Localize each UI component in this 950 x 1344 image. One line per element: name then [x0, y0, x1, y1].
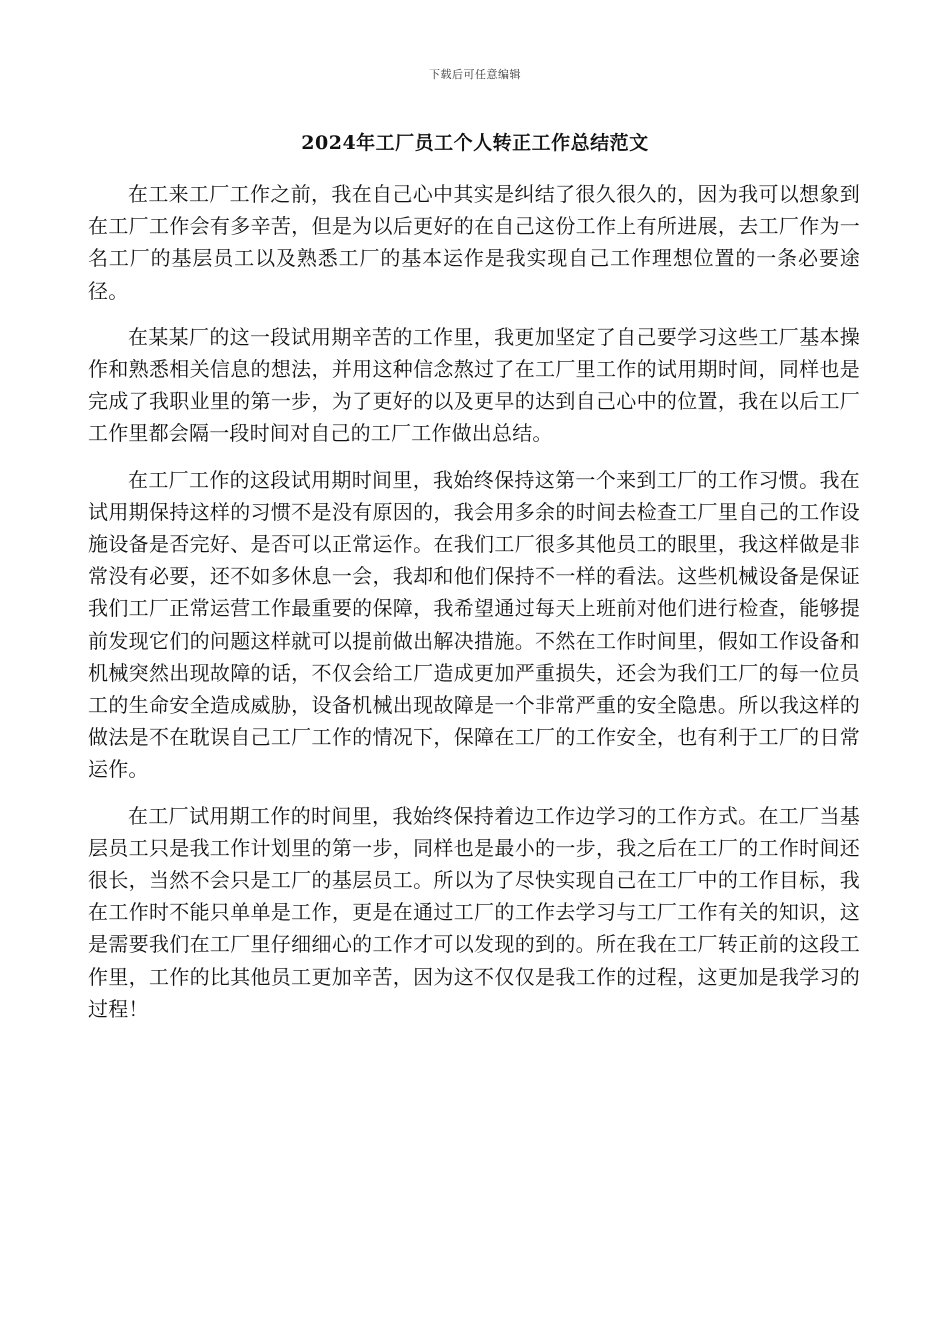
- header-note: 下载后可任意编辑: [429, 68, 521, 81]
- paragraph-1: 在工来工厂工作之前，我在自己心中其实是纠结了很久很久的，因为我可以想象到在工厂工作会有多辛苦，但是为以后更好的在自己这份工作上有所进展，去工厂作为一名工厂的基层员工以及熟悉工厂的基本运作是我实现自己工作理想位置的一条必要途径。: [88, 182, 860, 303]
- document-title: 2024年工厂员工个人转正工作总结范文: [301, 132, 649, 154]
- paragraph-4: 在工厂试用期工作的时间里，我始终保持着边工作边学习的工作方式。在工厂当基层员工只是我工作计划里的第一步，同样也是最小的一步，我之后在工厂的工作时间还很长，当然不会只是工厂的基层员工。所以为了尽快实现自己在工厂中的工作目标，我在工作时不能只单单是工作，更是在通过工厂的工作去学习与工厂工作有关的知识，这是需要我们在工厂里仔细细心的工作才可以发现的到的。所在我在工厂转正前的这段工作里，工作的比其他员工更加辛苦，因为这不仅仅是我工作的过程，这更加是我学习的过程！: [88, 803, 860, 1021]
- paragraph-2: 在某某厂的这一段试用期辛苦的工作里，我更加坚定了自己要学习这些工厂基本操作和熟悉相关信息的想法，并用这种信念熬过了在工厂里工作的试用期时间，同样也是完成了我职业里的第一步，为了更好的以及更早的达到自己心中的位置，我在以后工厂工作里都会隔一段时间对自己的工厂工作做出总结。: [88, 324, 860, 446]
- paragraph-3: 在工厂工作的这段试用期时间里，我始终保持这第一个来到工厂的工作习惯。我在试用期保持这样的习惯不是没有原因的，我会用多余的时间去检查工厂里自己的工作设施设备是否完好、是否可以正常运作。在我们工厂很多其他员工的眼里，我这样做是非常没有必要，还不如多休息一会，我却和他们保持不一样的看法。这些机械设备是保证我们工厂正常运营工作最重要的保障，我希望通过每天上班前对他们进行检查，能够提前发现它们的问题这样就可以提前做出解决措施。不然在工作时间里，假如工作设备和机械突然出现故障的话，不仅会给工厂造成更加严重损失，还会为我们工厂的每一位员工的生命安全造成威胁，设备机械出现故障是一个非常严重的安全隐患。所以我这样的做法是不在耽误自己工厂工作的情况下，保障在工厂的工作安全，也有利于工厂的日常运作。: [88, 467, 860, 782]
- document-body: [88, 178, 860, 1039]
